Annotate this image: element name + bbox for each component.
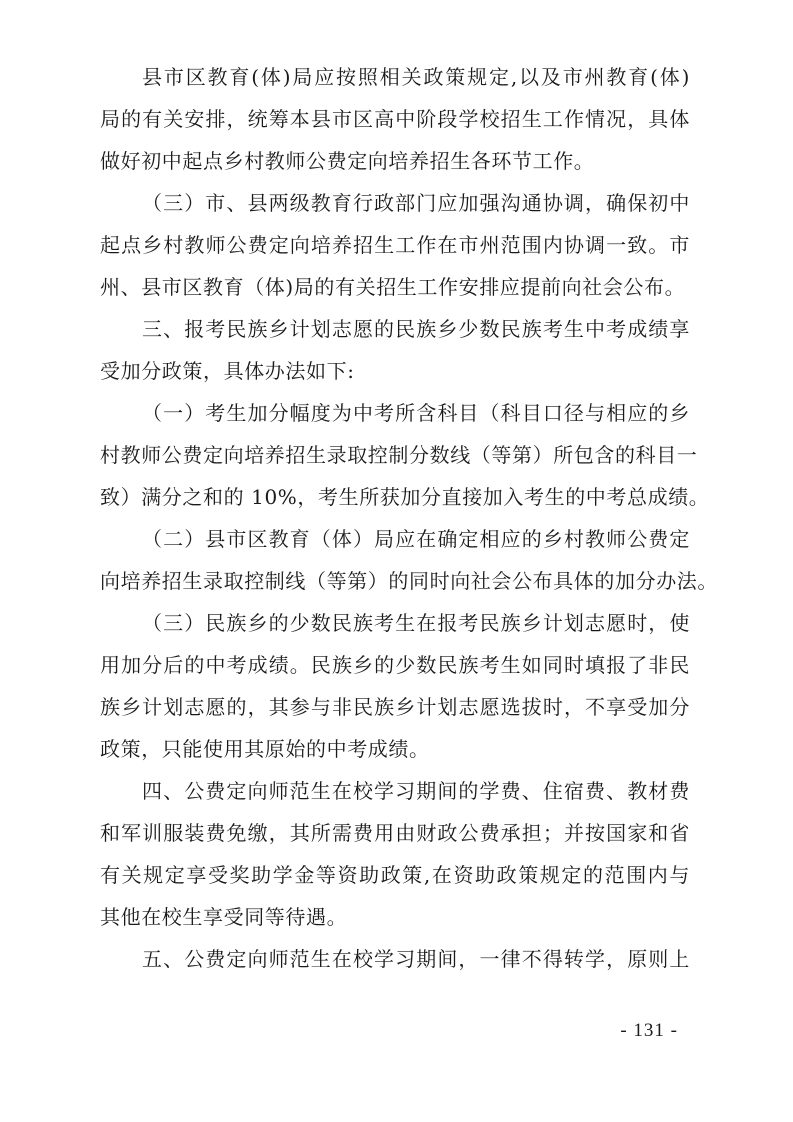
text-line: （一）考生加分幅度为中考所含科目（科目口径与相应的乡	[142, 401, 690, 425]
paragraph	[100, 938, 690, 980]
text-line: 致）满分之和的 10%，考生所获加分直接加入考生的中考总成绩。	[100, 485, 710, 509]
text-line: 政策，只能使用其原始的中考成绩。	[100, 737, 430, 761]
text-line: 族乡计划志愿的，其参与非民族乡计划志愿选拔时，不享受加分	[100, 695, 690, 719]
text-line: 用加分后的中考成绩。民族乡的少数民族考生如同时填报了非民	[100, 653, 690, 677]
text-line: 和军训服装费免缴，其所需费用由财政公费承担；并按国家和省	[100, 821, 690, 845]
paragraph	[100, 392, 710, 518]
text-line: （二）县市区教育（体）局应在确定相应的乡村教师公费定	[142, 527, 690, 551]
paragraph	[100, 602, 690, 770]
paragraph	[100, 308, 690, 392]
text-line: 向培养招生录取控制线（等第）的同时向社会公布具体的加分办法。	[100, 569, 718, 593]
text-line: 局的有关安排，统筹本县市区高中阶段学校招生工作情况，具体	[100, 107, 690, 131]
text-line: 县市区教育(体)局应按照相关政策规定,以及市州教育(体)	[142, 65, 690, 89]
text-line: 有关规定享受奖助学金等资助政策,在资助政策规定的范围内与	[100, 863, 690, 887]
text-line: （三）市、县两级教育行政部门应加强沟通协调，确保初中	[142, 191, 690, 215]
text-line: 四、公费定向师范生在校学习期间的学费、住宿费、教材费	[142, 779, 690, 803]
text-line: 起点乡村教师公费定向培养招生工作在市州范围内协调一致。市	[100, 233, 690, 257]
text-line: （三）民族乡的少数民族考生在报考民族乡计划志愿时，使	[142, 611, 690, 635]
paragraph	[100, 56, 690, 182]
text-line: 做好初中起点乡村教师公费定向培养招生各环节工作。	[100, 149, 595, 173]
paragraph	[100, 770, 690, 938]
paragraph	[100, 182, 690, 308]
page-number: - 131 -	[620, 1020, 678, 1041]
text-line: 受加分政策，具体办法如下:	[100, 359, 355, 383]
text-line: 五、公费定向师范生在校学习期间，一律不得转学，原则上	[142, 947, 690, 971]
text-line: 州、县市区教育（体)局的有关招生工作安排应提前向社会公布。	[100, 275, 686, 299]
paragraph	[100, 518, 718, 602]
text-line: 其他在校生享受同等待遇。	[100, 905, 348, 929]
text-line: 村教师公费定向培养招生录取控制分数线（等第）所包含的科目一	[100, 443, 698, 467]
text-line: 三、报考民族乡计划志愿的民族乡少数民族考生中考成绩享	[142, 317, 690, 341]
